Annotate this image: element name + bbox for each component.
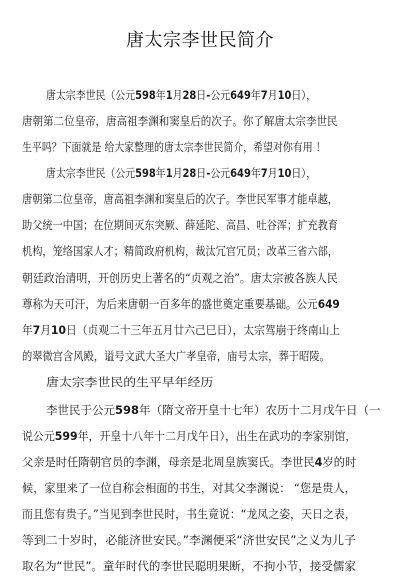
text-run: 唐太宗李世民（公元 (46, 89, 136, 102)
body-line (22, 115, 338, 129)
document-title: 唐太宗李世民简介 (126, 30, 274, 51)
body-line (22, 272, 338, 286)
text-run: 年（隋文帝开皇十七年）农历十二月戊午日（一 (139, 404, 381, 417)
text-run: 4 (314, 456, 323, 469)
body-line (22, 560, 356, 574)
body-line (22, 430, 356, 444)
text-run: 649 (317, 298, 340, 311)
text-run: 10 (277, 167, 292, 180)
text-run: 年 (250, 167, 261, 180)
body-line (22, 141, 326, 155)
text-run: 年 (155, 167, 166, 180)
body-line (22, 350, 330, 364)
body-line (22, 324, 340, 338)
text-run: 7 (260, 167, 268, 180)
text-run: 年，开皇十八年十二月戊午日），出生在武功的李家别馆， (77, 430, 357, 443)
text-run: 598 (135, 167, 156, 180)
text-run: 机构，笼络国家人才；精简政府机构，裁汰冗官冗员；改革三省六部， (22, 245, 338, 258)
body-line (22, 193, 338, 207)
text-run: 年 (22, 324, 33, 337)
text-run: 7 (32, 324, 41, 337)
text-run: 月 (40, 324, 52, 337)
text-run: 唐朝第二位皇帝，唐高祖李渊和窦皇后的次子。你了解唐太宗李世民 (22, 115, 338, 128)
body-line (22, 534, 356, 548)
body-line (22, 219, 338, 233)
text-run: 10 (277, 89, 292, 102)
text-run: 候，家里来了一位自称会相面的书生，对其父李渊说： “您是贵人， (22, 482, 356, 495)
text-run: 岁的时 (322, 456, 357, 469)
text-run: 取名为“世民”。童年时代的李世民聪明果断，不拘小节，接受儒家 (22, 560, 356, 573)
text-run: 公元 (210, 89, 231, 102)
text-run: - (206, 167, 211, 180)
body-line (22, 508, 356, 522)
text-run: 日（贞观二十三年五月廿六己巳日），太宗驾崩于终南山上 (65, 324, 341, 337)
body-line (22, 482, 356, 496)
text-run: 日 (196, 167, 207, 180)
body-line (46, 167, 316, 181)
text-run: - (206, 89, 211, 102)
text-run: 1 (165, 89, 173, 102)
text-run: 生平吗？下面就是 给大家整理的唐太宗李世民简介，希望对你有用 ！ (22, 141, 326, 154)
text-run: 唐太宗李世民的生平早年经历 (46, 376, 214, 389)
text-run: 年 (155, 89, 166, 102)
text-run: 月 (267, 89, 278, 102)
text-run: 月 (267, 167, 278, 180)
text-run: 唐太宗李世民（公元 (46, 167, 136, 180)
body-line (46, 89, 316, 103)
text-run: 月 (172, 89, 183, 102)
text-run: 朝廷政治清明，开创历史上著名的“贞观之治”。唐太宗被各族人民 (22, 272, 338, 285)
body-line (22, 245, 338, 259)
text-run: 28 (182, 167, 197, 180)
text-run: 年 (250, 89, 261, 102)
text-run: 649 (230, 167, 251, 180)
text-run: 日 (196, 89, 207, 102)
body-line (46, 376, 213, 390)
text-run: 28 (182, 89, 197, 102)
text-run: 的翠微宫含风殿，谥号文武大圣大广孝皇帝，庙号太宗，葬于昭陵。 (22, 350, 330, 363)
text-run: 598 (115, 404, 140, 417)
text-run: 日）， (291, 89, 317, 102)
text-run: 10 (51, 324, 66, 337)
text-run: 7 (260, 89, 268, 102)
body-line (22, 298, 340, 312)
text-run: 月 (172, 167, 183, 180)
text-run: 日）， (291, 167, 317, 180)
body-line (22, 456, 356, 470)
text-run: 1 (165, 167, 173, 180)
body-line (46, 404, 381, 418)
text-run: 父亲是时任隋朝官员的李渊，母亲是北周皇族窦氏。李世民 (22, 456, 315, 469)
text-run: 598 (135, 89, 156, 102)
text-run: 说公元 (22, 430, 55, 443)
text-run: 而且您有贵子。”当见到李世民时，书生竟说：“龙凤之姿，天日之表， (22, 508, 356, 521)
text-run: 公元 (210, 167, 231, 180)
text-run: 599 (54, 430, 78, 443)
text-run: 等到二十岁时，必能济世安民。”李渊便采“济世安民”之义为儿子 (22, 534, 356, 547)
text-run: 助父统一中国；在位期间灭东突厥、薛延陀、高昌、吐谷浑；扩充教育 (22, 219, 338, 232)
text-run: 唐朝第二位皇帝，唐高祖李渊和窦皇后的次子。李世民军事才能卓越， (22, 193, 338, 206)
text-run: 尊称为天可汗，为后来唐朝一百多年的盛世奠定重要基础。公元 (22, 298, 318, 311)
text-run: 649 (230, 89, 251, 102)
text-run: 李世民于公元 (46, 404, 116, 417)
